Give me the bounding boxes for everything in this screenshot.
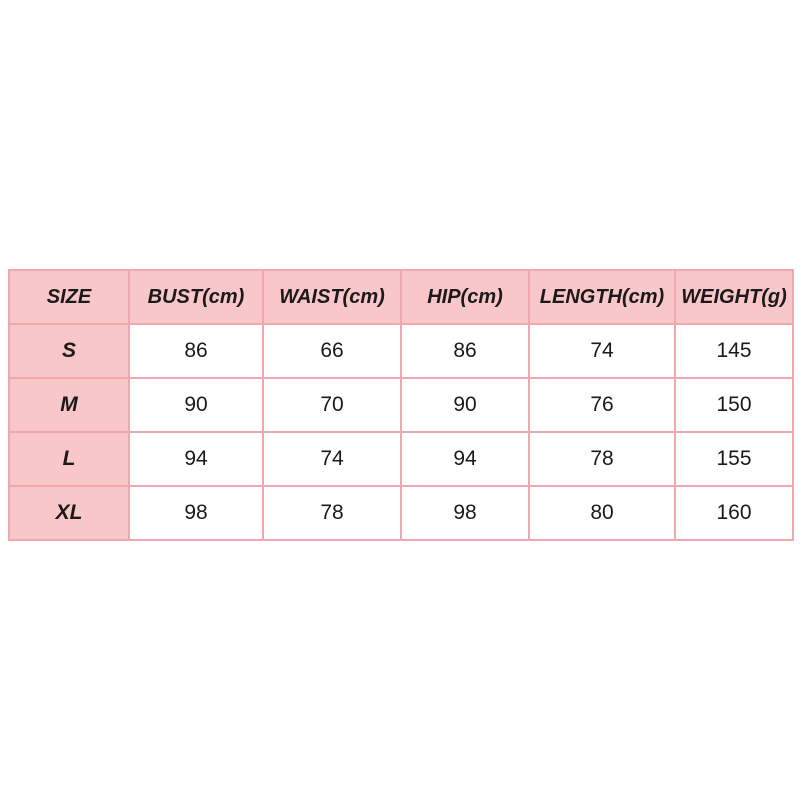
cell-hip: 86 (401, 324, 529, 378)
column-header-size: SIZE (9, 270, 129, 324)
cell-waist: 70 (263, 378, 401, 432)
cell-bust: 98 (129, 486, 263, 540)
column-header-length: LENGTH(cm) (529, 270, 675, 324)
cell-size: XL (9, 486, 129, 540)
column-header-weight: WEIGHT(g) (675, 270, 793, 324)
cell-length: 74 (529, 324, 675, 378)
cell-bust: 86 (129, 324, 263, 378)
cell-waist: 78 (263, 486, 401, 540)
cell-waist: 74 (263, 432, 401, 486)
table-header (9, 270, 793, 324)
cell-hip: 90 (401, 378, 529, 432)
cell-length: 78 (529, 432, 675, 486)
cell-bust: 94 (129, 432, 263, 486)
column-header-bust: BUST(cm) (129, 270, 263, 324)
cell-length: 76 (529, 378, 675, 432)
cell-weight: 155 (675, 432, 793, 486)
cell-bust: 90 (129, 378, 263, 432)
size-chart-table (8, 269, 794, 541)
column-header-hip: HIP(cm) (401, 270, 529, 324)
table-row (9, 432, 793, 486)
cell-hip: 94 (401, 432, 529, 486)
table-row (9, 486, 793, 540)
table-header-row (9, 270, 793, 324)
cell-weight: 160 (675, 486, 793, 540)
table-body (9, 324, 793, 540)
cell-weight: 145 (675, 324, 793, 378)
size-chart-container (8, 269, 792, 541)
cell-waist: 66 (263, 324, 401, 378)
cell-size: M (9, 378, 129, 432)
table-row (9, 378, 793, 432)
cell-length: 80 (529, 486, 675, 540)
cell-size: S (9, 324, 129, 378)
cell-hip: 98 (401, 486, 529, 540)
cell-size: L (9, 432, 129, 486)
cell-weight: 150 (675, 378, 793, 432)
column-header-waist: WAIST(cm) (263, 270, 401, 324)
table-row (9, 324, 793, 378)
